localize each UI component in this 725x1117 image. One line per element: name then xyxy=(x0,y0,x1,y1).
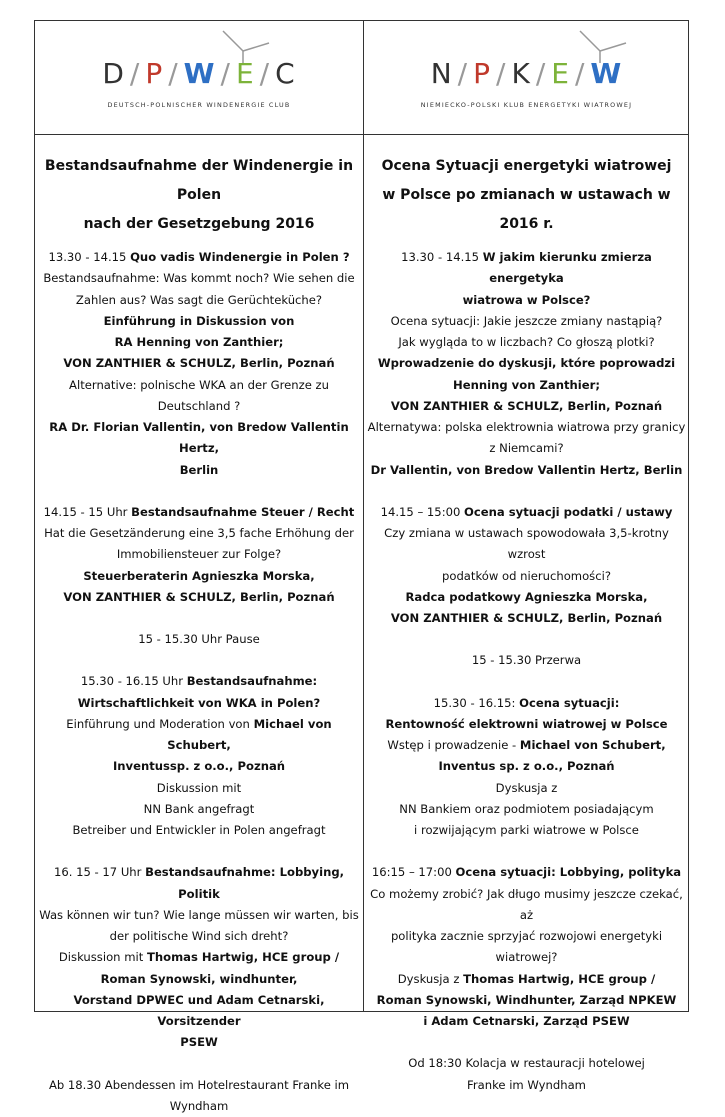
dinner-note: Od 18:30 Kolacja w restauracji hotelowej xyxy=(408,1056,645,1071)
logo-letter-n: N xyxy=(430,57,453,90)
session-1-heading: 13.30 - 14.15 Quo vadis Windenergie in Polen ? xyxy=(48,250,350,264)
pause-label: 15 - 15.30 Przerwa xyxy=(471,653,582,668)
polish-program: Ocena Sytuacji energetyki wiatrowej w Polsce po zmianach w ustawach w 2016 r. 13.30 - 14.15 W jakim kierunku zmierza energetyka wiatrowa w Polsce? Ocena sytuacji: Jakie jeszcze zmiany nastąpią? Jak wygląda to w liczbach? Co głoszą plotki? Wprowadzenie do dyskusji, które poprowadzi Henning von Zanthier; VON ZANTHIER & SCHULZ, Berlin, Poznań Alternatywa: polska elektrownia wiatrowa przy granicy z Niemcami? Dr Vallentin, von Bredow Vallentin Hertz, Berlin 14.15 – 15:00 Ocena sytuacji podatki / ustawy Czy zmiana w ustawach spowodowała 3,5-krotny wzrost podatków od nieruchomości? Radca podatkowy Agnieszka Morska, VON ZANTHIER & SCHULZ, Berlin, Poznań 15 - 15.30 Przerwa 15.30 - 16.15: Ocena sytuacji: Rentowność elektrowni wiatrowej w Polsce Wstęp i prowadzenie - Michael von Schubert, Inventus sp. z o.o., Poznań Dyskusja z NN Bankiem oraz podmiotem posiadającym i rozwijającym parki wiatrowe w Polsce 16:15 – 17:00 Ocena sytuacji: Lobbying, polityka Co możemy zrobić? Jak długo musimy jeszcze czekać, aż polityka zacznie sprzyjać rozwojowi energetyki wiatrowej? Dyskusja z Thomas Hartwig, HCE group / Roman Synowski, Windhunter, Zarząd NPKEW i Adam Cetnarski, Zarząd PSEW Od 18:30 Kolacja w restauracji hotelowej Franke im Wyndham xyxy=(364,135,689,1011)
logo-letter-e: E xyxy=(235,57,255,90)
session-4-heading: 16:15 – 17:00 Ocena sytuacji: Lobbying, polityka xyxy=(371,865,682,880)
logo-letter-p: P xyxy=(473,57,491,90)
npkew-logo xyxy=(364,21,689,134)
logo-subtitle: DEUTSCH-POLNISCHER WINDENERGIE CLUB xyxy=(107,101,291,109)
logo-letter-w: W xyxy=(183,57,216,90)
logo-letter-c: C xyxy=(275,57,296,90)
dinner-note: Ab 18.30 Abendessen im Hotelrestaurant Franke im xyxy=(48,1077,350,1092)
logo-letter-k: K xyxy=(511,57,531,90)
logo-letters: D / P / W / E / C xyxy=(102,57,296,90)
session-2-heading: 14.15 – 15:00 Ocena sytuacji podatki / ustawy xyxy=(380,504,673,519)
program-table xyxy=(34,20,689,1113)
logo-letter-d: D xyxy=(102,57,125,90)
session-1-heading: 13.30 - 14.15 W jakim kierunku zmierza energetyka xyxy=(401,250,652,286)
page-title: Bestandsaufnahme der Windenergie in Polen nach der Gesetzgebung 2016 xyxy=(44,158,354,232)
page-title: Ocena Sytuacji energetyki wiatrowej w Polsce po zmianach w ustawach w 2016 r. xyxy=(381,158,672,232)
german-program: Bestandsaufnahme der Windenergie in Polen nach der Gesetzgebung 2016 13.30 - 14.15 Quo vadis Windenergie in Polen ? Bestandsaufnahme: Was kommt noch? Wie sehen die Zahlen aus? Was sagt die Gerüchteküche? Einführung in Diskussion von RA Henning von Zanthier; VON ZANTHIER & SCHULZ, Berlin, Poznań Alternative: polnische WKA an der Grenze zu Deutschland ? RA Dr. Florian Vallentin, von Bredow Vallentin Hertz, Berlin 14.15 - 15 Uhr Bestandsaufnahme Steuer / Recht Hat die Gesetzänderung eine 3,5 fache Erhöhung der Immobiliensteuer zur Folge? Steuerberaterin Agnieszka Morska, VON ZANTHIER & SCHULZ, Berlin, Poznań 15 - 15.30 Uhr Pause 15.30 - 16.15 Uhr Bestandsaufnahme: Wirtschaftlichkeit von WKA in Polen? Einführung und Moderation von Michael von Schubert, Inventussp. z o.o., Poznań Diskussion mit NN Bank angefragt Betreiber und Entwickler in Polen angefragt 16. 15 - 17 Uhr Bestandsaufnahme: Lobbying, Politik Was können wir tun? Wie lange müssen wir warten, bis der politische Wind sich dreht? Diskussion mit Thomas Hartwig, HCE group / Roman Synowski, windhunter, Vorstand DPWEC und Adam Cetnarski, Vorsitzender PSEW Ab 18.30 Abendessen im Hotelrestaurant Franke im Wyndham xyxy=(35,135,363,1011)
logo-letter-e: E xyxy=(551,57,570,90)
session-2-heading: 14.15 - 15 Uhr Bestandsaufnahme Steuer / Recht xyxy=(43,504,355,519)
dpwec-logo xyxy=(35,21,363,134)
logo-subtitle: NIEMIECKO-POLSKI KLUB ENERGETYKI WIATROWEJ xyxy=(420,101,633,109)
logo-letter-w: W xyxy=(590,57,623,90)
session-4-heading: 16. 15 - 17 Uhr Bestandsaufnahme: Lobbying, Politik xyxy=(53,865,345,901)
session-3-heading: 15.30 - 16.15 Uhr Bestandsaufnahme: xyxy=(80,674,318,689)
pause-label: 15 - 15.30 Uhr Pause xyxy=(138,632,260,646)
logo-letters: N / P / K / E / W xyxy=(430,57,623,90)
logo-letter-p: P xyxy=(145,57,164,90)
session-3-heading: 15.30 - 16.15: Ocena sytuacji: xyxy=(433,695,620,710)
